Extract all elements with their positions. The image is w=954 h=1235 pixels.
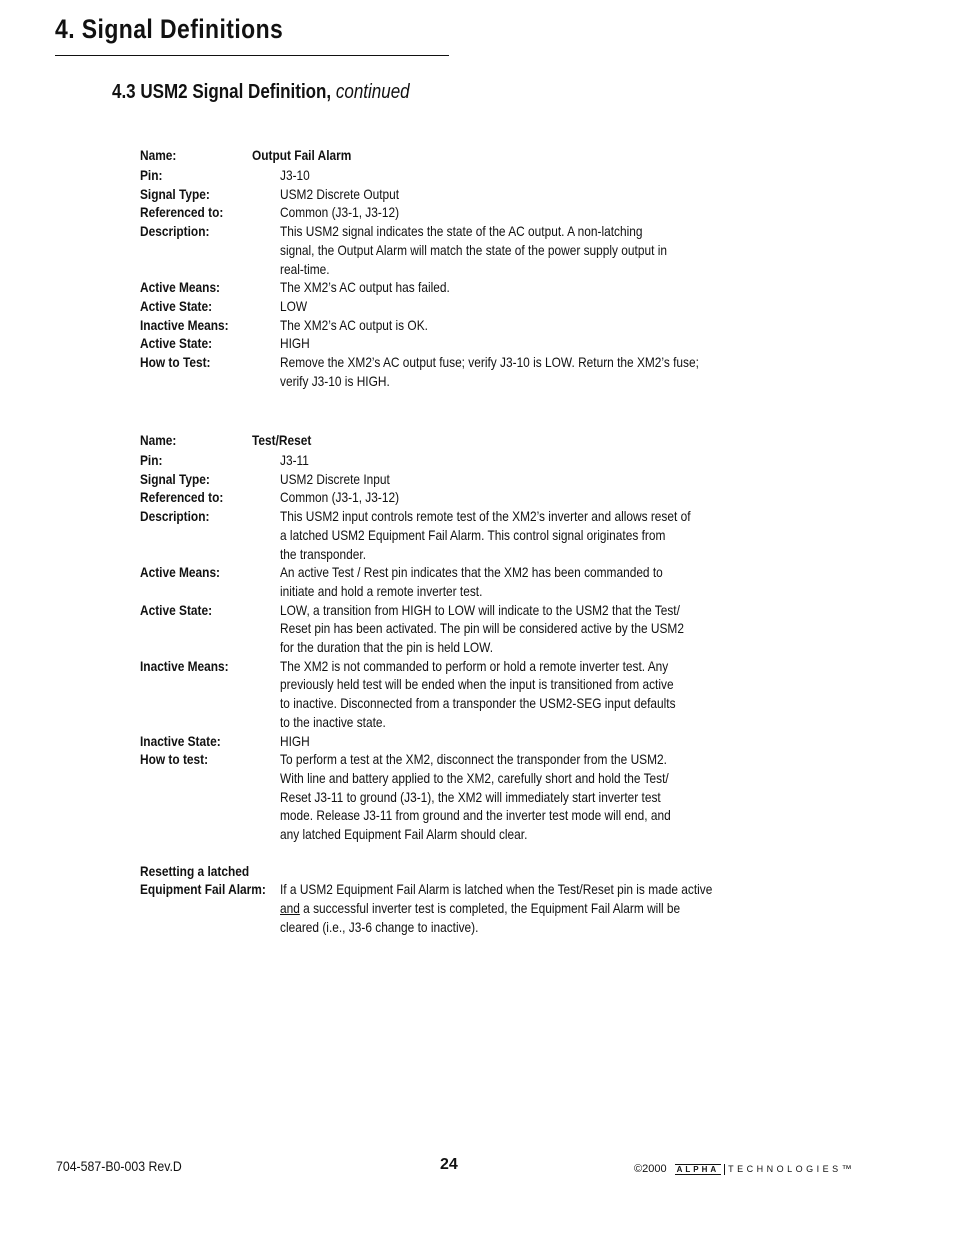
resetting-label: Equipment Fail Alarm:: [140, 881, 266, 898]
active-state-value: LOW: [280, 297, 308, 314]
referenced-row: [140, 488, 740, 507]
copyright: ©2000: [634, 1163, 667, 1175]
chapter-title: 4. Signal Definitions: [55, 14, 284, 44]
how-to-test-label: How to Test:: [140, 354, 211, 371]
signal-name: Test/Reset: [252, 432, 312, 448]
signal-type-row: [140, 470, 740, 489]
logo-technologies: TECHNOLOGIES: [728, 1164, 842, 1174]
signal-type-value: USM2 Discrete Input: [280, 470, 390, 487]
active-state-label: Active State:: [140, 601, 213, 618]
section-title: USM2 Signal Definition,: [140, 81, 332, 103]
signal-type-label: Signal Type:: [140, 470, 210, 487]
active-means-label: Active Means:: [140, 564, 221, 581]
referenced-value: Common (J3-1, J3-12): [280, 489, 400, 506]
signal-block-test-reset: [140, 431, 740, 937]
how-to-test-line: With line and battery applied to the XM2, carefully short and hold the Test/: [280, 769, 669, 786]
resetting-line: [280, 899, 722, 918]
signal-name: Output Fail Alarm: [252, 147, 352, 163]
description-row: [140, 222, 740, 278]
active-means-row: [140, 563, 740, 600]
description-line: signal, the Output Alarm will match the state of the power supply output in: [280, 241, 667, 258]
section-continued: continued: [335, 81, 410, 103]
active-state-label: Active State:: [140, 335, 213, 352]
page-number: 24: [440, 1156, 458, 1173]
active-state-label: Active State:: [140, 297, 213, 314]
how-to-test-row: [140, 750, 740, 844]
referenced-label: Referenced to:: [140, 489, 224, 506]
resetting-line: cleared (i.e., J3-6 change to inactive).: [280, 918, 479, 935]
chapter-rule: [55, 55, 449, 56]
inactive-means-line: The XM2 is not commanded to perform or hold a remote inverter test. Any: [280, 657, 669, 674]
inactive-means-value: The XM2’s AC output is OK.: [280, 316, 428, 333]
inactive-means-line: previously held test will be ended when the input is transitioned from active: [280, 676, 674, 693]
how-to-test-line: Remove the XM2’s AC output fuse; verify J3-10 is LOW. Return the XM2’s fuse;: [280, 354, 699, 371]
section-heading: [112, 81, 410, 104]
inactive-state-value: HIGH: [280, 732, 310, 749]
signal-type-row: [140, 185, 740, 204]
active-means-line: initiate and hold a remote inverter test.: [280, 582, 483, 599]
logo-separator: [724, 1164, 725, 1175]
inactive-means-label: Inactive Means:: [140, 316, 229, 333]
name-row: [140, 146, 740, 166]
resetting-line: If a USM2 Equipment Fail Alarm is latched when the Test/Reset pin is made active: [280, 881, 713, 898]
description-line: the transponder.: [280, 545, 367, 562]
signal-type-value: USM2 Discrete Output: [280, 185, 400, 202]
how-to-test-line: To perform a test at the XM2, disconnect the transponder from the USM2.: [280, 751, 667, 768]
active-means-value: The XM2’s AC output has failed.: [280, 279, 450, 296]
name-label: Name:: [140, 432, 177, 448]
how-to-test-row: [140, 353, 740, 390]
spacer: [140, 844, 740, 862]
how-to-test-line: any latched Equipment Fail Alarm should clear.: [280, 826, 528, 843]
document-code: 704-587-B0-003 Rev.D: [56, 1158, 182, 1174]
pin-value: J3-10: [280, 167, 310, 183]
description-line: real-time.: [280, 260, 330, 277]
how-to-test-line: mode. Release J3-11 from ground and the inverter test mode will end, and: [280, 807, 671, 824]
trademark: ™: [841, 1163, 852, 1175]
referenced-row: [140, 203, 740, 222]
active-state-line: Reset pin has been activated. The pin will be considered active by the USM2: [280, 620, 684, 637]
active-means-row: [140, 278, 740, 297]
description-line: This USM2 signal indicates the state of the AC output. A non-latching: [280, 223, 643, 240]
description-label: Description:: [140, 223, 210, 240]
company-logo: [634, 1163, 852, 1175]
pin-label: Pin:: [140, 452, 163, 468]
active-state-row: [140, 297, 740, 316]
inactive-state-row: [140, 732, 740, 751]
and-underlined: and: [280, 900, 300, 917]
inactive-means-line: to the inactive state.: [280, 713, 386, 730]
signal-type-label: Signal Type:: [140, 185, 210, 202]
active-means-line: An active Test / Rest pin indicates that the XM2 has been commanded to: [280, 564, 663, 581]
active-means-label: Active Means:: [140, 279, 221, 296]
signal-block-output-fail-alarm: [140, 146, 740, 390]
logo-alpha: ALPHA: [676, 1164, 720, 1174]
how-to-test-label: How to test:: [140, 751, 209, 768]
pin-label: Pin:: [140, 167, 163, 183]
description-label: Description:: [140, 508, 210, 525]
active-state-line: LOW, a transition from HIGH to LOW will indicate to the USM2 that the Test/: [280, 601, 680, 618]
how-to-test-line: verify J3-10 is HIGH.: [280, 372, 390, 389]
resetting-line-rest: a successful inverter test is completed, the Equipment Fail Alarm will be: [299, 900, 681, 917]
referenced-label: Referenced to:: [140, 204, 224, 221]
active-state-line: for the duration that the pin is held LOW.: [280, 639, 494, 656]
active-state-row: [140, 601, 740, 657]
inactive-state-label: Inactive State:: [140, 732, 221, 749]
referenced-value: Common (J3-1, J3-12): [280, 204, 400, 221]
how-to-test-line: Reset J3-11 to ground (J3-1), the XM2 will immediately start inverter test: [280, 788, 661, 805]
name-label: Name:: [140, 147, 177, 163]
inactive-means-line: to inactive. Disconnected from a transponder the USM2-SEG input defaults: [280, 695, 676, 712]
inactive-means-row: [140, 316, 740, 335]
resetting-label-row: [140, 862, 740, 881]
active-state-value: HIGH: [280, 335, 310, 352]
resetting-label: Resetting a latched: [140, 862, 250, 879]
inactive-means-row: [140, 657, 740, 732]
pin-row: [140, 166, 740, 185]
pin-value: J3-11: [280, 452, 309, 468]
description-line: a latched USM2 Equipment Fail Alarm. This control signal originates from: [280, 526, 666, 543]
inactive-means-label: Inactive Means:: [140, 657, 229, 674]
active-state-row-2: [140, 334, 740, 353]
pin-row: [140, 451, 740, 470]
description-line: This USM2 input controls remote test of the XM2’s inverter and allows reset of: [280, 508, 691, 525]
description-row: [140, 507, 740, 563]
section-number: 4.3: [112, 81, 136, 103]
name-row: [140, 431, 740, 451]
resetting-row: [140, 880, 740, 936]
